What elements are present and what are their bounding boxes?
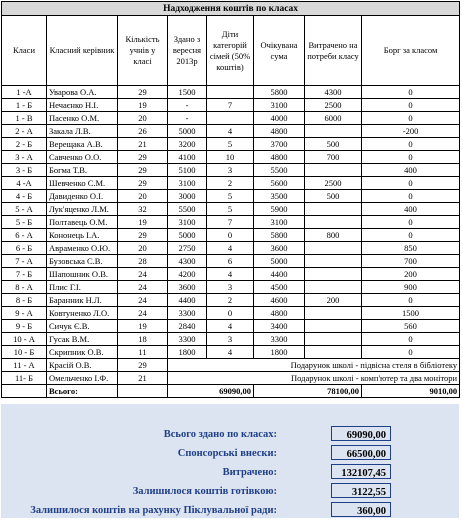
cell-students: 24 — [118, 294, 168, 307]
cell-teacher: Шапошник О.В. — [47, 268, 118, 281]
cell-paid: 3200 — [168, 138, 207, 151]
cell-students — [118, 385, 168, 398]
cell-debt: 0 — [362, 99, 460, 112]
cell-class: 2 - А — [2, 125, 47, 138]
cell-teacher: Авраменко О.Ю. — [47, 242, 118, 255]
summary-label: Залишилося коштів на рахунку Піклувальної ради: — [30, 505, 277, 516]
cell-benefit: 5 — [207, 138, 254, 151]
cell-spent — [305, 268, 362, 281]
cell-benefit: 5 — [207, 190, 254, 203]
cell-debt: 0 — [362, 151, 460, 164]
cell-debt: 0 — [362, 138, 460, 151]
table-row — [2, 229, 460, 242]
cell-expected: 5600 — [254, 177, 305, 190]
cell-class: 4 -А — [2, 177, 47, 190]
cell-teacher: Скрипник О.В. — [47, 346, 118, 359]
cell-class: 6 - А — [2, 229, 47, 242]
cell-paid: 5000 — [168, 229, 207, 242]
totals-label: Всього: — [47, 385, 118, 398]
cell-paid: - — [168, 99, 207, 112]
cell-paid: 1800 — [168, 346, 207, 359]
cell-spent: 200 — [305, 294, 362, 307]
cell-students: 32 — [118, 203, 168, 216]
cell-spent — [305, 203, 362, 216]
cell-debt: 700 — [362, 255, 460, 268]
cell-teacher: Лук'яценко Л.М. — [47, 203, 118, 216]
cell-class: 7 - А — [2, 255, 47, 268]
table-row — [2, 86, 460, 99]
cell-debt: 900 — [362, 281, 460, 294]
cell-benefit: 3 — [207, 164, 254, 177]
table-row — [2, 112, 460, 125]
cell-class: 7 - Б — [2, 268, 47, 281]
table-row — [2, 372, 460, 385]
table-row — [2, 294, 460, 307]
cell-benefit: 6 — [207, 255, 254, 268]
cell-benefit: 2 — [207, 177, 254, 190]
cell-expected: 4600 — [254, 294, 305, 307]
cell-class: 9 - А — [2, 307, 47, 320]
summary-label: Залишилося коштів готівкою: — [132, 486, 277, 497]
cell-benefit: 3 — [207, 333, 254, 346]
totals-paid: 69090,00 — [168, 385, 254, 398]
cell-students: 28 — [118, 255, 168, 268]
cell-paid: 1500 — [168, 86, 207, 99]
cell-spent — [305, 216, 362, 229]
cell-paid: 5500 — [168, 203, 207, 216]
summary-value: 132107,45 — [331, 464, 391, 479]
cell-paid: 5100 — [168, 164, 207, 177]
cell-students: 21 — [118, 372, 168, 385]
cell-class: 5 - А — [2, 203, 47, 216]
table-row — [2, 333, 460, 346]
cell-teacher: Кононець І.А. — [47, 229, 118, 242]
cell-paid: 4100 — [168, 151, 207, 164]
table-row — [2, 177, 460, 190]
summary-value: 360,00 — [331, 502, 391, 517]
header-spent: Витрачено на потреби класу — [305, 16, 362, 86]
table-row — [2, 216, 460, 229]
cell-class: 3 - Б — [2, 164, 47, 177]
cell-expected: 3300 — [254, 333, 305, 346]
cell-students: 29 — [118, 164, 168, 177]
cell-class: 10 - Б — [2, 346, 47, 359]
cell-expected: 5500 — [254, 164, 305, 177]
cell-class: 1 - Б — [2, 99, 47, 112]
cell-spent — [305, 320, 362, 333]
cell-teacher: Ковтуненко Л.О. — [47, 307, 118, 320]
cell-expected: 4800 — [254, 151, 305, 164]
cell-teacher: Богма Т.В. — [47, 164, 118, 177]
cell-teacher: Шевченко С.М. — [47, 177, 118, 190]
header-class: Класи — [2, 16, 47, 86]
cell-spent: 2500 — [305, 99, 362, 112]
totals-debt: 9010,00 — [362, 385, 460, 398]
table-row — [2, 190, 460, 203]
cell-students: 19 — [118, 216, 168, 229]
header-debt: Борг за класом — [362, 16, 460, 86]
cell-benefit: 10 — [207, 151, 254, 164]
table-row — [2, 151, 460, 164]
cell-teacher: Сичук Є.В. — [47, 320, 118, 333]
cell-paid: 3100 — [168, 177, 207, 190]
cell-students: 20 — [118, 242, 168, 255]
cell-students: 20 — [118, 190, 168, 203]
cell-benefit: 4 — [207, 125, 254, 138]
cell-spent: 2500 — [305, 177, 362, 190]
cell-benefit: 7 — [207, 99, 254, 112]
summary-row — [1, 464, 459, 481]
table-row — [2, 138, 460, 151]
cell-spent — [305, 255, 362, 268]
cell-teacher: Омельченко І.Ф. — [47, 372, 118, 385]
cell-expected: 4400 — [254, 268, 305, 281]
table-row — [2, 307, 460, 320]
cell-students: 29 — [118, 359, 168, 372]
cell-spent: 800 — [305, 229, 362, 242]
cell-debt: 400 — [362, 164, 460, 177]
header-paid: Здано з вересня 2013р — [168, 16, 207, 86]
cell-paid: 4200 — [168, 268, 207, 281]
cell-students: 11 — [118, 346, 168, 359]
cell-expected: 4500 — [254, 281, 305, 294]
cell-teacher: Закала Л.В. — [47, 125, 118, 138]
summary-row — [1, 445, 459, 462]
cell-paid: 3100 — [168, 216, 207, 229]
summary-row — [1, 426, 459, 443]
cell-paid: 3300 — [168, 307, 207, 320]
cell-debt: 0 — [362, 86, 460, 99]
cell-debt: 0 — [362, 229, 460, 242]
cell-teacher: Давиденко О.І. — [47, 190, 118, 203]
cell-expected: 4800 — [254, 125, 305, 138]
cell-debt: 400 — [362, 203, 460, 216]
cell-students: 19 — [118, 320, 168, 333]
cell-class: 2 - Б — [2, 138, 47, 151]
cell-teacher: Плис Г.І. — [47, 281, 118, 294]
table-row — [2, 320, 460, 333]
table-row — [2, 268, 460, 281]
summary-row — [1, 483, 459, 500]
cell-students: 24 — [118, 307, 168, 320]
cell-debt: 1500 — [362, 307, 460, 320]
cell-spent — [305, 242, 362, 255]
summary-value: 66500,00 — [331, 445, 391, 460]
cell-expected: 5800 — [254, 86, 305, 99]
gift-note: Подарунок школі - підвісна стеля в бібліотеку — [168, 359, 460, 372]
summary-row — [1, 502, 459, 519]
cell-spent — [305, 281, 362, 294]
cell-teacher: Бузовська С.В. — [47, 255, 118, 268]
totals-expected: 78100,00 — [254, 385, 362, 398]
cell-spent: 500 — [305, 190, 362, 203]
cell-spent — [305, 333, 362, 346]
cell-benefit: 4 — [207, 346, 254, 359]
cell-debt: 200 — [362, 268, 460, 281]
cell-paid: 4400 — [168, 294, 207, 307]
cell-class: 10 - А — [2, 333, 47, 346]
cell-class: 9 - Б — [2, 320, 47, 333]
cell-debt: 0 — [362, 177, 460, 190]
cell-students: 18 — [118, 333, 168, 346]
cell-expected: 3600 — [254, 242, 305, 255]
cell-spent: 700 — [305, 151, 362, 164]
cell-spent: 500 — [305, 138, 362, 151]
table-row — [2, 242, 460, 255]
cell-debt: -200 — [362, 125, 460, 138]
cell-expected: 3700 — [254, 138, 305, 151]
cell-expected: 4800 — [254, 307, 305, 320]
table-row — [2, 164, 460, 177]
cell-teacher: Верещака А.В. — [47, 138, 118, 151]
table-row — [2, 203, 460, 216]
class-funds-table — [1, 1, 460, 398]
table-row — [2, 255, 460, 268]
cell-class: 1 -А — [2, 86, 47, 99]
cell-spent — [305, 164, 362, 177]
cell-spent — [305, 125, 362, 138]
cell-students: 24 — [118, 268, 168, 281]
cell-students: 19 — [118, 99, 168, 112]
cell-benefit: 0 — [207, 307, 254, 320]
summary-label: Витрачено: — [222, 467, 277, 478]
cell-paid: 3600 — [168, 281, 207, 294]
cell-teacher: Красій О.В. — [47, 359, 118, 372]
cell-paid: 4300 — [168, 255, 207, 268]
cell-benefit: 7 — [207, 216, 254, 229]
cell-debt: 0 — [362, 294, 460, 307]
table-row — [2, 359, 460, 372]
cell-class: 6 - Б — [2, 242, 47, 255]
cell-debt: 0 — [362, 216, 460, 229]
cell-expected: 5800 — [254, 229, 305, 242]
cell-spent: 4300 — [305, 86, 362, 99]
summary-label: Всього здано по класах: — [163, 429, 277, 440]
cell-expected: 5000 — [254, 255, 305, 268]
cell-students: 24 — [118, 281, 168, 294]
gift-note: Подарунок школі - комп'ютер та два монітори — [168, 372, 460, 385]
cell-class: 4 - Б — [2, 190, 47, 203]
cell-expected: 3100 — [254, 216, 305, 229]
cell-class: 8 - Б — [2, 294, 47, 307]
cell-class: 3 - А — [2, 151, 47, 164]
cell-class: 5 - Б — [2, 216, 47, 229]
summary-value: 69090,00 — [331, 426, 391, 441]
cell-teacher: Полтавець О.М. — [47, 216, 118, 229]
cell-students: 21 — [118, 138, 168, 151]
cell-paid: 3300 — [168, 333, 207, 346]
table-row — [2, 281, 460, 294]
cell-class: 11- Б — [2, 372, 47, 385]
table-row — [2, 346, 460, 359]
cell-students: 29 — [118, 229, 168, 242]
cell-paid: 2750 — [168, 242, 207, 255]
cell-debt: 0 — [362, 346, 460, 359]
cell-expected: 4000 — [254, 112, 305, 125]
header-expected: Очікувана сума — [254, 16, 305, 86]
cell-benefit — [207, 86, 254, 99]
cell-expected: 5900 — [254, 203, 305, 216]
cell-debt: 0 — [362, 112, 460, 125]
table-row — [2, 99, 460, 112]
cell-paid: - — [168, 112, 207, 125]
cell-spent: 6000 — [305, 112, 362, 125]
cell-teacher: Гусак В.М. — [47, 333, 118, 346]
cell-students: 29 — [118, 86, 168, 99]
cell-teacher: Савченко О.О. — [47, 151, 118, 164]
summary-value: 3122,55 — [331, 483, 391, 498]
cell-class: 8 - А — [2, 281, 47, 294]
cell-benefit: 4 — [207, 242, 254, 255]
cell-debt: 850 — [362, 242, 460, 255]
cell-teacher: Пасенко О.М. — [47, 112, 118, 125]
cell-class — [2, 385, 47, 398]
cell-students: 29 — [118, 177, 168, 190]
cell-expected: 3100 — [254, 99, 305, 112]
cell-students: 26 — [118, 125, 168, 138]
cell-expected: 1800 — [254, 346, 305, 359]
totals-row — [2, 385, 460, 398]
cell-class: 1 - В — [2, 112, 47, 125]
summary-label: Спонсорські внески: — [177, 448, 277, 459]
cell-benefit: 2 — [207, 294, 254, 307]
cell-spent — [305, 307, 362, 320]
cell-benefit: 0 — [207, 229, 254, 242]
cell-expected: 3500 — [254, 190, 305, 203]
cell-teacher: Баранник Н.Л. — [47, 294, 118, 307]
cell-debt: 560 — [362, 320, 460, 333]
cell-teacher: Уварова О.А. — [47, 86, 118, 99]
cell-benefit: 3 — [207, 281, 254, 294]
cell-spent — [305, 346, 362, 359]
cell-paid: 5000 — [168, 125, 207, 138]
cell-benefit — [207, 112, 254, 125]
cell-debt: 0 — [362, 190, 460, 203]
table-title: Надходження коштів по класах — [2, 2, 460, 16]
cell-benefit: 4 — [207, 268, 254, 281]
cell-debt: 0 — [362, 333, 460, 346]
cell-benefit: 5 — [207, 203, 254, 216]
table-row — [2, 125, 460, 138]
cell-class: 11 - А — [2, 359, 47, 372]
cell-teacher: Нечаєнко Н.І. — [47, 99, 118, 112]
cell-students: 29 — [118, 151, 168, 164]
header-teacher: Класний керівник — [47, 16, 118, 86]
cell-students: 20 — [118, 112, 168, 125]
cell-expected: 3400 — [254, 320, 305, 333]
header-benefit: Діти категорій сімей (50% коштів) — [207, 16, 254, 86]
cell-paid: 2840 — [168, 320, 207, 333]
cell-benefit: 4 — [207, 320, 254, 333]
cell-paid: 3000 — [168, 190, 207, 203]
header-students: Кількість учнів у класі — [118, 16, 168, 86]
